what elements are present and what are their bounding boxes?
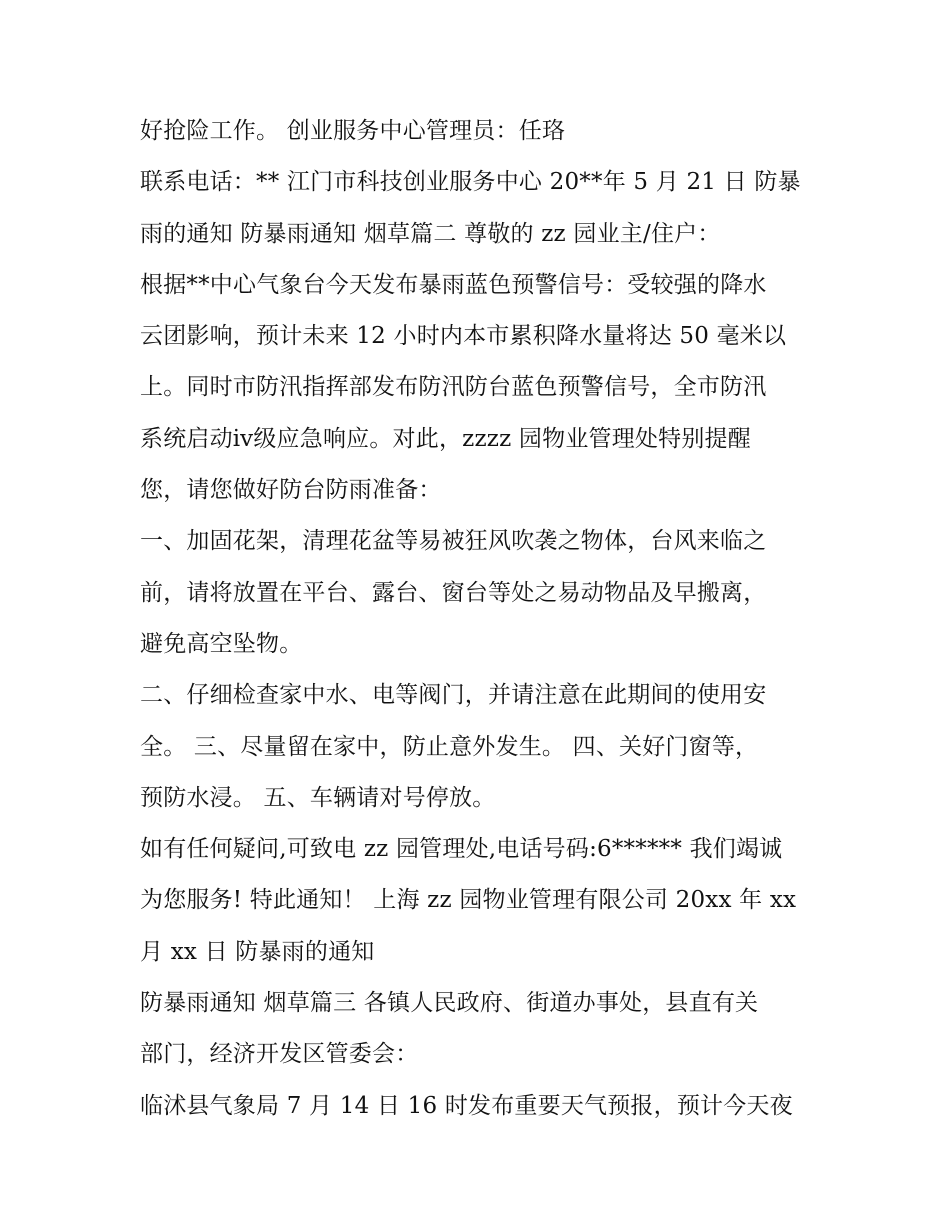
text-line: 上。同时市防汛指挥部发布防汛防台蓝色预警信号，全市防汛 (140, 374, 767, 401)
text-line: 临沭县气象局 7 月 14 日 16 时发布重要天气预报，预计今天夜 (140, 1092, 793, 1119)
text-line: 部门，经济开发区管委会： (140, 1041, 419, 1068)
text-line: 好抢险工作。 创业服务中心管理员：任珞 (140, 118, 566, 144)
text-line: 云团影响，预计未来 12 小时内本市累积降水量将达 50 毫米以 (140, 323, 787, 350)
text-line: 防暴雨通知 烟草篇三 各镇人民政府、街道办事处，县直有关 (140, 990, 759, 1017)
text-line: 前，请将放置在平台、露台、窗台等处之易动物品及早搬离， (140, 579, 767, 606)
text-line: 根据**中心气象台今天发布暴雨蓝色预警信号：受较强的降水 (140, 271, 767, 298)
text-line: 雨的通知 防暴雨通知 烟草篇二 尊敬的 zz 园业主/住户： (140, 220, 721, 247)
document-body (140, 106, 820, 1132)
text-line: 为您服务! 特此通知！ 上海 zz 园物业管理有限公司 20xx 年 xx (140, 887, 797, 914)
text-line: 二、仔细检查家中水、电等阀门，并请注意在此期间的使用安 (140, 682, 767, 709)
text-line: 如有任何疑问,可致电 zz 园管理处,电话号码:6****** 我们竭诚 (140, 836, 783, 863)
text-line: 您，请您做好防台防雨准备： (140, 477, 442, 504)
text-line: 系统启动ⅳ级应急响应。对此，zzzz 园物业管理处特别提醒 (140, 425, 751, 452)
text-line: 月 xx 日 防暴雨的通知 (140, 938, 375, 965)
text-line: 一、加固花架，清理花盆等易被狂风吹袭之物体，台风来临之 (140, 528, 767, 555)
text-line: 全。 三、尽量留在家中，防止意外发生。 四、关好门窗等， (140, 733, 759, 760)
text-line: 避免高空坠物。 (140, 630, 303, 657)
text-line: 联系电话：** 江门市科技创业服务中心 20**年 5 月 21 日 防暴 (140, 169, 801, 196)
text-line: 预防水浸。 五、车辆请对号停放。 (140, 784, 496, 811)
